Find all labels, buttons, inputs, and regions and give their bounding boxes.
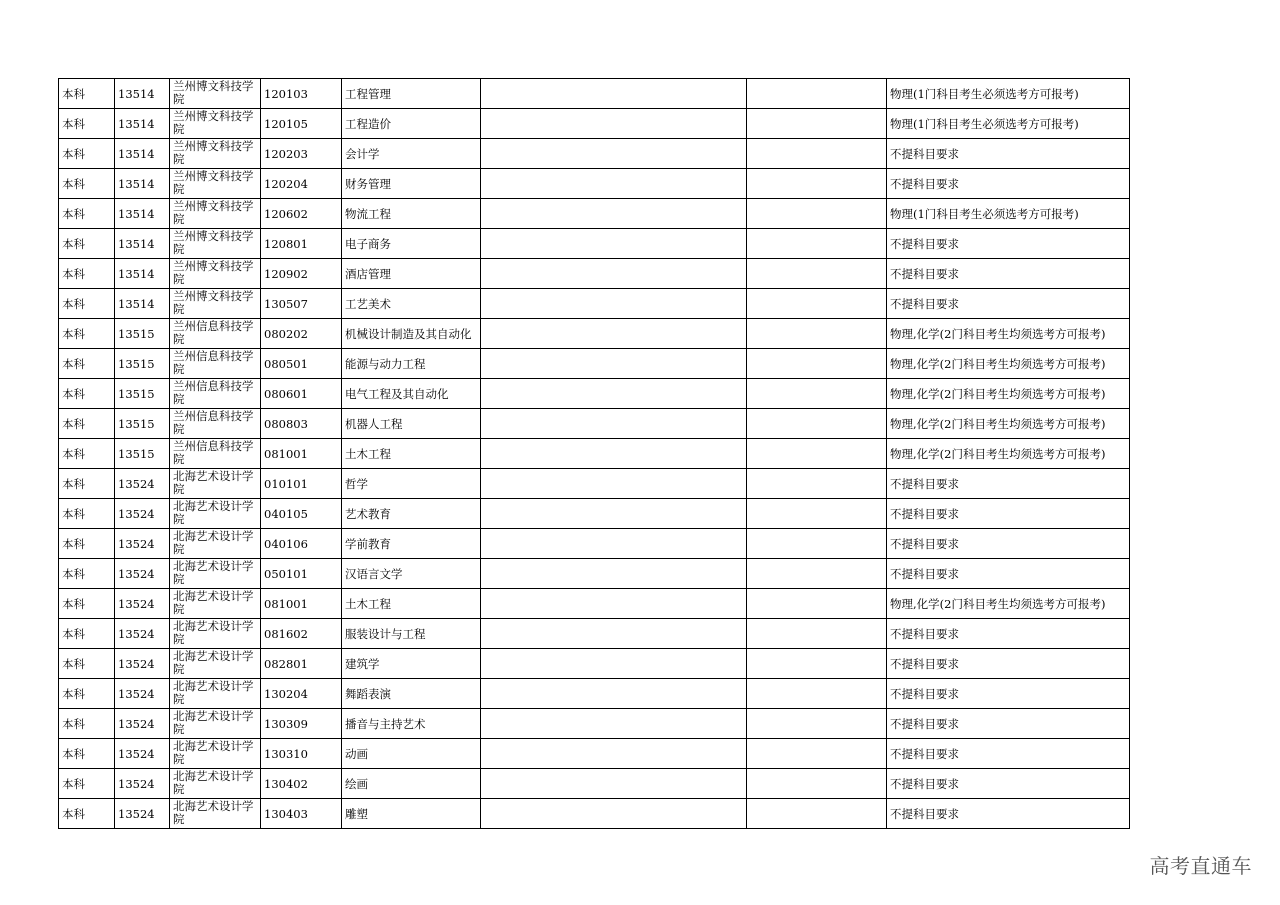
empty-cell — [481, 469, 747, 499]
empty-cell — [481, 349, 747, 379]
subject-requirement-cell: 物理(1门科目考生必须选考方可报考) — [887, 109, 1130, 139]
empty-cell — [747, 799, 887, 829]
major-name-cell: 绘画 — [342, 769, 481, 799]
major-name-cell: 舞蹈表演 — [342, 679, 481, 709]
subject-requirement-cell: 物理,化学(2门科目考生均须选考方可报考) — [887, 439, 1130, 469]
school-code-cell: 13515 — [115, 319, 170, 349]
empty-cell — [747, 679, 887, 709]
major-code-cell: 120103 — [261, 79, 342, 109]
major-code-cell: 080803 — [261, 409, 342, 439]
empty-cell — [747, 619, 887, 649]
school-name-cell: 兰州博文科技学院 — [170, 79, 261, 109]
level-cell: 本科 — [59, 739, 115, 769]
subject-requirement-cell: 物理(1门科目考生必须选考方可报考) — [887, 199, 1130, 229]
school-name-cell: 北海艺术设计学院 — [170, 679, 261, 709]
level-cell: 本科 — [59, 259, 115, 289]
major-name-cell: 服装设计与工程 — [342, 619, 481, 649]
major-name-cell: 物流工程 — [342, 199, 481, 229]
school-name-cell: 北海艺术设计学院 — [170, 469, 261, 499]
school-code-cell: 13524 — [115, 679, 170, 709]
major-name-cell: 机械设计制造及其自动化 — [342, 319, 481, 349]
school-name-cell: 兰州信息科技学院 — [170, 349, 261, 379]
school-name-cell: 北海艺术设计学院 — [170, 739, 261, 769]
major-code-cell: 130309 — [261, 709, 342, 739]
table-row — [59, 79, 1130, 109]
school-code-cell: 13514 — [115, 109, 170, 139]
major-code-cell: 120801 — [261, 229, 342, 259]
level-cell: 本科 — [59, 169, 115, 199]
major-name-cell: 汉语言文学 — [342, 559, 481, 589]
school-name-cell: 兰州博文科技学院 — [170, 169, 261, 199]
major-code-cell: 080601 — [261, 379, 342, 409]
table-row — [59, 169, 1130, 199]
empty-cell — [747, 199, 887, 229]
major-code-cell: 120602 — [261, 199, 342, 229]
table-row — [59, 619, 1130, 649]
table-row — [59, 109, 1130, 139]
empty-cell — [481, 169, 747, 199]
level-cell: 本科 — [59, 529, 115, 559]
level-cell: 本科 — [59, 769, 115, 799]
school-code-cell: 13524 — [115, 529, 170, 559]
school-name-cell: 兰州信息科技学院 — [170, 379, 261, 409]
empty-cell — [747, 439, 887, 469]
major-code-cell: 010101 — [261, 469, 342, 499]
empty-cell — [481, 769, 747, 799]
school-name-cell: 兰州信息科技学院 — [170, 439, 261, 469]
empty-cell — [481, 199, 747, 229]
level-cell: 本科 — [59, 649, 115, 679]
major-name-cell: 电子商务 — [342, 229, 481, 259]
major-name-cell: 工艺美术 — [342, 289, 481, 319]
table-row — [59, 679, 1130, 709]
school-code-cell: 13514 — [115, 289, 170, 319]
level-cell: 本科 — [59, 469, 115, 499]
school-code-cell: 13524 — [115, 619, 170, 649]
table-body — [59, 79, 1130, 829]
level-cell: 本科 — [59, 229, 115, 259]
empty-cell — [481, 229, 747, 259]
table-row — [59, 259, 1130, 289]
level-cell: 本科 — [59, 799, 115, 829]
school-code-cell: 13515 — [115, 409, 170, 439]
school-code-cell: 13515 — [115, 379, 170, 409]
school-code-cell: 13514 — [115, 259, 170, 289]
major-name-cell: 播音与主持艺术 — [342, 709, 481, 739]
subject-requirements-table — [58, 78, 1130, 829]
major-code-cell: 080501 — [261, 349, 342, 379]
subject-requirement-cell: 不提科目要求 — [887, 799, 1130, 829]
school-name-cell: 北海艺术设计学院 — [170, 649, 261, 679]
subject-requirement-cell: 不提科目要求 — [887, 229, 1130, 259]
level-cell: 本科 — [59, 499, 115, 529]
major-code-cell: 120203 — [261, 139, 342, 169]
subject-requirement-cell: 物理,化学(2门科目考生均须选考方可报考) — [887, 379, 1130, 409]
major-name-cell: 土木工程 — [342, 439, 481, 469]
table-row — [59, 139, 1130, 169]
level-cell: 本科 — [59, 409, 115, 439]
school-code-cell: 13514 — [115, 199, 170, 229]
major-name-cell: 机器人工程 — [342, 409, 481, 439]
school-name-cell: 兰州博文科技学院 — [170, 109, 261, 139]
major-code-cell: 080202 — [261, 319, 342, 349]
major-name-cell: 建筑学 — [342, 649, 481, 679]
major-code-cell: 130204 — [261, 679, 342, 709]
table-row — [59, 409, 1130, 439]
major-name-cell: 学前教育 — [342, 529, 481, 559]
major-code-cell: 120204 — [261, 169, 342, 199]
school-code-cell: 13524 — [115, 649, 170, 679]
subject-requirement-cell: 不提科目要求 — [887, 649, 1130, 679]
school-name-cell: 兰州博文科技学院 — [170, 139, 261, 169]
major-code-cell: 040106 — [261, 529, 342, 559]
empty-cell — [747, 649, 887, 679]
level-cell: 本科 — [59, 79, 115, 109]
empty-cell — [747, 229, 887, 259]
subject-requirement-cell: 物理,化学(2门科目考生均须选考方可报考) — [887, 319, 1130, 349]
empty-cell — [747, 499, 887, 529]
school-code-cell: 13524 — [115, 739, 170, 769]
school-code-cell: 13515 — [115, 349, 170, 379]
subject-requirement-cell: 不提科目要求 — [887, 139, 1130, 169]
empty-cell — [481, 79, 747, 109]
school-name-cell: 北海艺术设计学院 — [170, 709, 261, 739]
table-row — [59, 319, 1130, 349]
empty-cell — [747, 739, 887, 769]
empty-cell — [747, 169, 887, 199]
major-name-cell: 酒店管理 — [342, 259, 481, 289]
subject-requirement-cell: 不提科目要求 — [887, 469, 1130, 499]
subject-requirement-cell: 不提科目要求 — [887, 619, 1130, 649]
subject-requirement-cell: 物理,化学(2门科目考生均须选考方可报考) — [887, 349, 1130, 379]
subject-requirement-cell: 不提科目要求 — [887, 169, 1130, 199]
subject-requirement-cell: 不提科目要求 — [887, 709, 1130, 739]
empty-cell — [481, 709, 747, 739]
school-code-cell: 13524 — [115, 709, 170, 739]
empty-cell — [481, 379, 747, 409]
major-code-cell: 120902 — [261, 259, 342, 289]
empty-cell — [747, 769, 887, 799]
subject-requirement-cell: 不提科目要求 — [887, 499, 1130, 529]
level-cell: 本科 — [59, 709, 115, 739]
major-name-cell: 哲学 — [342, 469, 481, 499]
subject-requirement-cell: 不提科目要求 — [887, 559, 1130, 589]
subject-requirement-cell: 不提科目要求 — [887, 679, 1130, 709]
table-row — [59, 439, 1130, 469]
major-name-cell: 能源与动力工程 — [342, 349, 481, 379]
school-code-cell: 13514 — [115, 79, 170, 109]
empty-cell — [481, 319, 747, 349]
school-name-cell: 兰州博文科技学院 — [170, 259, 261, 289]
major-code-cell: 130403 — [261, 799, 342, 829]
school-name-cell: 北海艺术设计学院 — [170, 769, 261, 799]
empty-cell — [481, 649, 747, 679]
level-cell: 本科 — [59, 109, 115, 139]
table-row — [59, 649, 1130, 679]
subject-requirement-cell: 不提科目要求 — [887, 289, 1130, 319]
subject-requirement-cell: 不提科目要求 — [887, 259, 1130, 289]
empty-cell — [481, 619, 747, 649]
empty-cell — [481, 289, 747, 319]
major-name-cell: 工程造价 — [342, 109, 481, 139]
school-code-cell: 13514 — [115, 169, 170, 199]
empty-cell — [481, 739, 747, 769]
school-code-cell: 13524 — [115, 799, 170, 829]
table-row — [59, 469, 1130, 499]
table-row — [59, 379, 1130, 409]
empty-cell — [481, 499, 747, 529]
school-code-cell: 13524 — [115, 589, 170, 619]
empty-cell — [747, 349, 887, 379]
subject-requirement-cell: 物理,化学(2门科目考生均须选考方可报考) — [887, 409, 1130, 439]
school-name-cell: 北海艺术设计学院 — [170, 589, 261, 619]
table-row — [59, 499, 1130, 529]
major-name-cell: 工程管理 — [342, 79, 481, 109]
school-name-cell: 北海艺术设计学院 — [170, 619, 261, 649]
school-code-cell: 13524 — [115, 559, 170, 589]
empty-cell — [481, 529, 747, 559]
empty-cell — [747, 139, 887, 169]
major-code-cell: 050101 — [261, 559, 342, 589]
table-row — [59, 199, 1130, 229]
empty-cell — [481, 799, 747, 829]
school-name-cell: 北海艺术设计学院 — [170, 559, 261, 589]
subject-requirement-cell: 不提科目要求 — [887, 739, 1130, 769]
major-name-cell: 雕塑 — [342, 799, 481, 829]
empty-cell — [747, 409, 887, 439]
major-code-cell: 082801 — [261, 649, 342, 679]
empty-cell — [747, 709, 887, 739]
major-code-cell: 120105 — [261, 109, 342, 139]
watermark: 高考直通车 — [1149, 854, 1252, 878]
major-code-cell: 081001 — [261, 439, 342, 469]
level-cell: 本科 — [59, 559, 115, 589]
school-code-cell: 13514 — [115, 139, 170, 169]
empty-cell — [747, 319, 887, 349]
school-name-cell: 兰州博文科技学院 — [170, 229, 261, 259]
level-cell: 本科 — [59, 349, 115, 379]
major-code-cell: 040105 — [261, 499, 342, 529]
school-code-cell: 13515 — [115, 439, 170, 469]
level-cell: 本科 — [59, 589, 115, 619]
table-row — [59, 769, 1130, 799]
school-name-cell: 兰州博文科技学院 — [170, 289, 261, 319]
empty-cell — [481, 589, 747, 619]
school-name-cell: 兰州信息科技学院 — [170, 409, 261, 439]
major-code-cell: 130310 — [261, 739, 342, 769]
major-name-cell: 艺术教育 — [342, 499, 481, 529]
table-row — [59, 709, 1130, 739]
major-code-cell: 081001 — [261, 589, 342, 619]
empty-cell — [481, 109, 747, 139]
empty-cell — [747, 529, 887, 559]
table-row — [59, 529, 1130, 559]
level-cell: 本科 — [59, 199, 115, 229]
school-name-cell: 兰州博文科技学院 — [170, 199, 261, 229]
level-cell: 本科 — [59, 289, 115, 319]
major-name-cell: 土木工程 — [342, 589, 481, 619]
empty-cell — [747, 289, 887, 319]
major-code-cell: 081602 — [261, 619, 342, 649]
school-code-cell: 13524 — [115, 469, 170, 499]
level-cell: 本科 — [59, 619, 115, 649]
empty-cell — [747, 79, 887, 109]
major-name-cell: 财务管理 — [342, 169, 481, 199]
school-name-cell: 北海艺术设计学院 — [170, 799, 261, 829]
empty-cell — [481, 409, 747, 439]
school-code-cell: 13524 — [115, 769, 170, 799]
empty-cell — [747, 259, 887, 289]
level-cell: 本科 — [59, 139, 115, 169]
level-cell: 本科 — [59, 439, 115, 469]
level-cell: 本科 — [59, 679, 115, 709]
table-row — [59, 229, 1130, 259]
empty-cell — [481, 439, 747, 469]
empty-cell — [747, 589, 887, 619]
empty-cell — [747, 559, 887, 589]
empty-cell — [481, 259, 747, 289]
empty-cell — [747, 469, 887, 499]
subject-requirement-cell: 物理(1门科目考生必须选考方可报考) — [887, 79, 1130, 109]
school-name-cell: 北海艺术设计学院 — [170, 499, 261, 529]
subject-requirement-cell: 物理,化学(2门科目考生均须选考方可报考) — [887, 589, 1130, 619]
school-name-cell: 北海艺术设计学院 — [170, 529, 261, 559]
school-name-cell: 兰州信息科技学院 — [170, 319, 261, 349]
empty-cell — [481, 139, 747, 169]
major-name-cell: 动画 — [342, 739, 481, 769]
empty-cell — [747, 379, 887, 409]
table-row — [59, 799, 1130, 829]
major-name-cell: 电气工程及其自动化 — [342, 379, 481, 409]
school-code-cell: 13514 — [115, 229, 170, 259]
major-name-cell: 会计学 — [342, 139, 481, 169]
table-row — [59, 739, 1130, 769]
subject-requirement-cell: 不提科目要求 — [887, 529, 1130, 559]
table-row — [59, 559, 1130, 589]
school-code-cell: 13524 — [115, 499, 170, 529]
level-cell: 本科 — [59, 379, 115, 409]
empty-cell — [481, 679, 747, 709]
empty-cell — [747, 109, 887, 139]
empty-cell — [481, 559, 747, 589]
table-row — [59, 589, 1130, 619]
level-cell: 本科 — [59, 319, 115, 349]
table-row — [59, 349, 1130, 379]
subject-requirement-cell: 不提科目要求 — [887, 769, 1130, 799]
major-code-cell: 130402 — [261, 769, 342, 799]
major-code-cell: 130507 — [261, 289, 342, 319]
table-row — [59, 289, 1130, 319]
